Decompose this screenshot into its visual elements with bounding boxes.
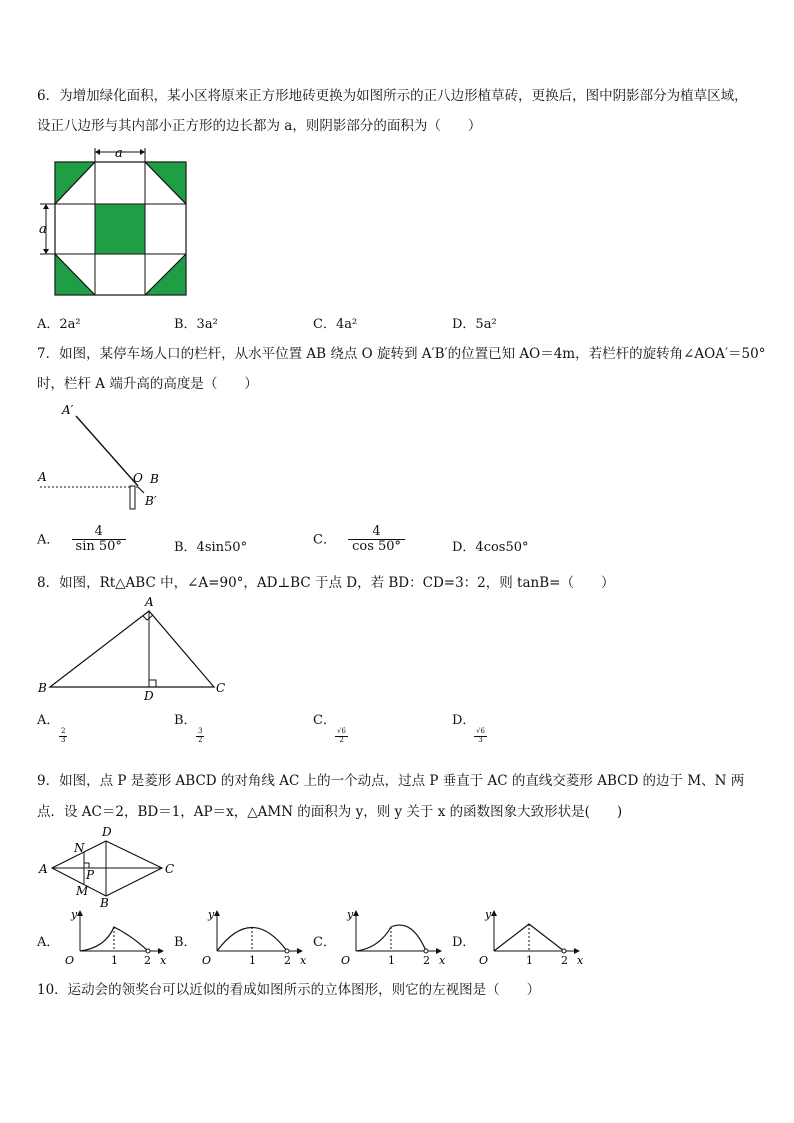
svg-text:O: O	[479, 954, 489, 967]
q9-label-c: C	[165, 862, 175, 876]
q7-barrier-figure	[34, 400, 174, 515]
svg-text:O: O	[202, 954, 212, 967]
svg-text:O: O	[65, 954, 75, 967]
q6-option-a[interactable]: A．2a²	[37, 317, 81, 332]
svg-text:2: 2	[423, 954, 430, 967]
svg-text:x: x	[577, 954, 584, 967]
q7-text-line2: 时，栏杆 A 端升高的高度是（ ）	[37, 376, 258, 392]
q9-text-line1: 9．如图，点 P 是菱形 ABCD 的对角线 AC 上的一个动点，过点 P 垂直于 AC 的直线交菱形 ABCD 的边于 M、N 两	[37, 773, 745, 789]
q9-label-a: A	[39, 862, 48, 876]
q6-shade-center	[95, 204, 145, 254]
q7-label-b-prime: B′	[145, 494, 157, 508]
q7-label-a: A	[38, 470, 47, 484]
q9-graph-b	[195, 906, 310, 968]
q6-option-c[interactable]: C．4a²	[313, 317, 358, 332]
q9-option-b[interactable]: B．	[174, 935, 197, 950]
svg-text:2: 2	[284, 954, 291, 967]
q8-label-d: D	[144, 689, 154, 703]
svg-text:2: 2	[144, 954, 151, 967]
q9-label-b: B	[100, 896, 109, 910]
svg-text:x: x	[300, 954, 307, 967]
q6-text-line2: 设正八边形与其内部小正方形的边长都为 a，则阴影部分的面积为（ ）	[37, 118, 482, 134]
q6-option-d[interactable]: D．5a²	[452, 317, 497, 332]
svg-text:1: 1	[111, 954, 118, 967]
q7-label-a-prime: A′	[62, 403, 74, 417]
q8-triangle-figure	[34, 592, 234, 704]
svg-text:y: y	[71, 908, 78, 921]
q6-label-top: a	[115, 146, 123, 161]
q6-octagon-figure	[36, 146, 196, 302]
q6-option-b[interactable]: B．3a²	[174, 317, 218, 332]
q9-label-n: N	[74, 841, 85, 855]
svg-text:y: y	[208, 908, 215, 921]
q9-option-c[interactable]: C．	[313, 935, 336, 950]
svg-text:x: x	[439, 954, 446, 967]
q9-label-m: M	[76, 884, 89, 898]
svg-text:1: 1	[526, 954, 533, 967]
q9-graph-c	[334, 906, 449, 968]
q8-option-d[interactable]: D． $\frac{√6}{3}$	[452, 713, 485, 744]
svg-text:x: x	[160, 954, 167, 967]
q8-option-a[interactable]: A． $\frac{2}{3}$	[37, 713, 66, 744]
q7-bar-rotated	[76, 416, 138, 486]
q10-text-line1: 10．运动会的领奖台可以近似的看成如图所示的立体图形，则它的左视图是（ ）	[37, 982, 541, 998]
q7-option-d[interactable]: D．4cos50°	[452, 540, 529, 555]
q9-text-line2: 点．设 AC＝2，BD＝1，AP＝x，△AMN 的面积为 y，则 y 关于 x 的函数图象大致形状是( )	[37, 804, 623, 820]
svg-text:1: 1	[388, 954, 395, 967]
q6-label-left: a	[39, 222, 47, 237]
q8-text-line1: 8．如图，Rt△ABC 中，∠A=90°，AD⊥BC 于点 D，若 BD：CD=3：2，则 tanB=（ ）	[37, 575, 615, 591]
q7-option-a[interactable]: A． $\frac{4}{\sin 50^\circ}$	[37, 525, 126, 555]
q9-option-a[interactable]: A．	[37, 935, 60, 950]
q7-label-o: O	[133, 471, 143, 485]
q8-label-c: C	[216, 681, 226, 695]
q8-option-c[interactable]: C． $\frac{√6}{2}$	[313, 713, 346, 744]
q7-option-b[interactable]: B．4sin50°	[174, 540, 248, 555]
q9-rhombus-figure	[36, 824, 186, 910]
q9-label-p: P	[86, 868, 95, 882]
svg-text:2: 2	[561, 954, 568, 967]
q9-label-d: D	[102, 825, 112, 839]
q8-triangle	[50, 611, 214, 687]
svg-text:y: y	[347, 908, 354, 921]
svg-text:O: O	[341, 954, 351, 967]
q7-post	[130, 486, 135, 509]
q9-graph-a	[60, 906, 170, 968]
q6-text-line1: 6．为增加绿化面积，某小区将原来正方形地砖更换为如图所示的正八边形植草砖，更换后，图中阴影部分为植草区域，	[37, 88, 748, 104]
q8-label-b: B	[38, 681, 47, 695]
q9-graph-d	[472, 906, 587, 968]
svg-text:y: y	[485, 908, 492, 921]
q7-option-c[interactable]: C． $\frac{4}{\cos 50^\circ}$	[313, 525, 405, 555]
q8-option-b[interactable]: B． $\frac{3}{2}$	[174, 713, 203, 744]
q7-label-b: B	[150, 472, 159, 486]
q7-text-line1: 7．如图，某停车场人口的栏杆，从水平位置 AB 绕点 O 旋转到 A′B′的位置已知 AO＝4m，若栏杆的旋转角∠AOA′＝50°	[37, 346, 766, 362]
q9-option-d[interactable]: D．	[452, 935, 476, 950]
svg-text:1: 1	[249, 954, 256, 967]
q8-label-a: A	[145, 595, 154, 609]
